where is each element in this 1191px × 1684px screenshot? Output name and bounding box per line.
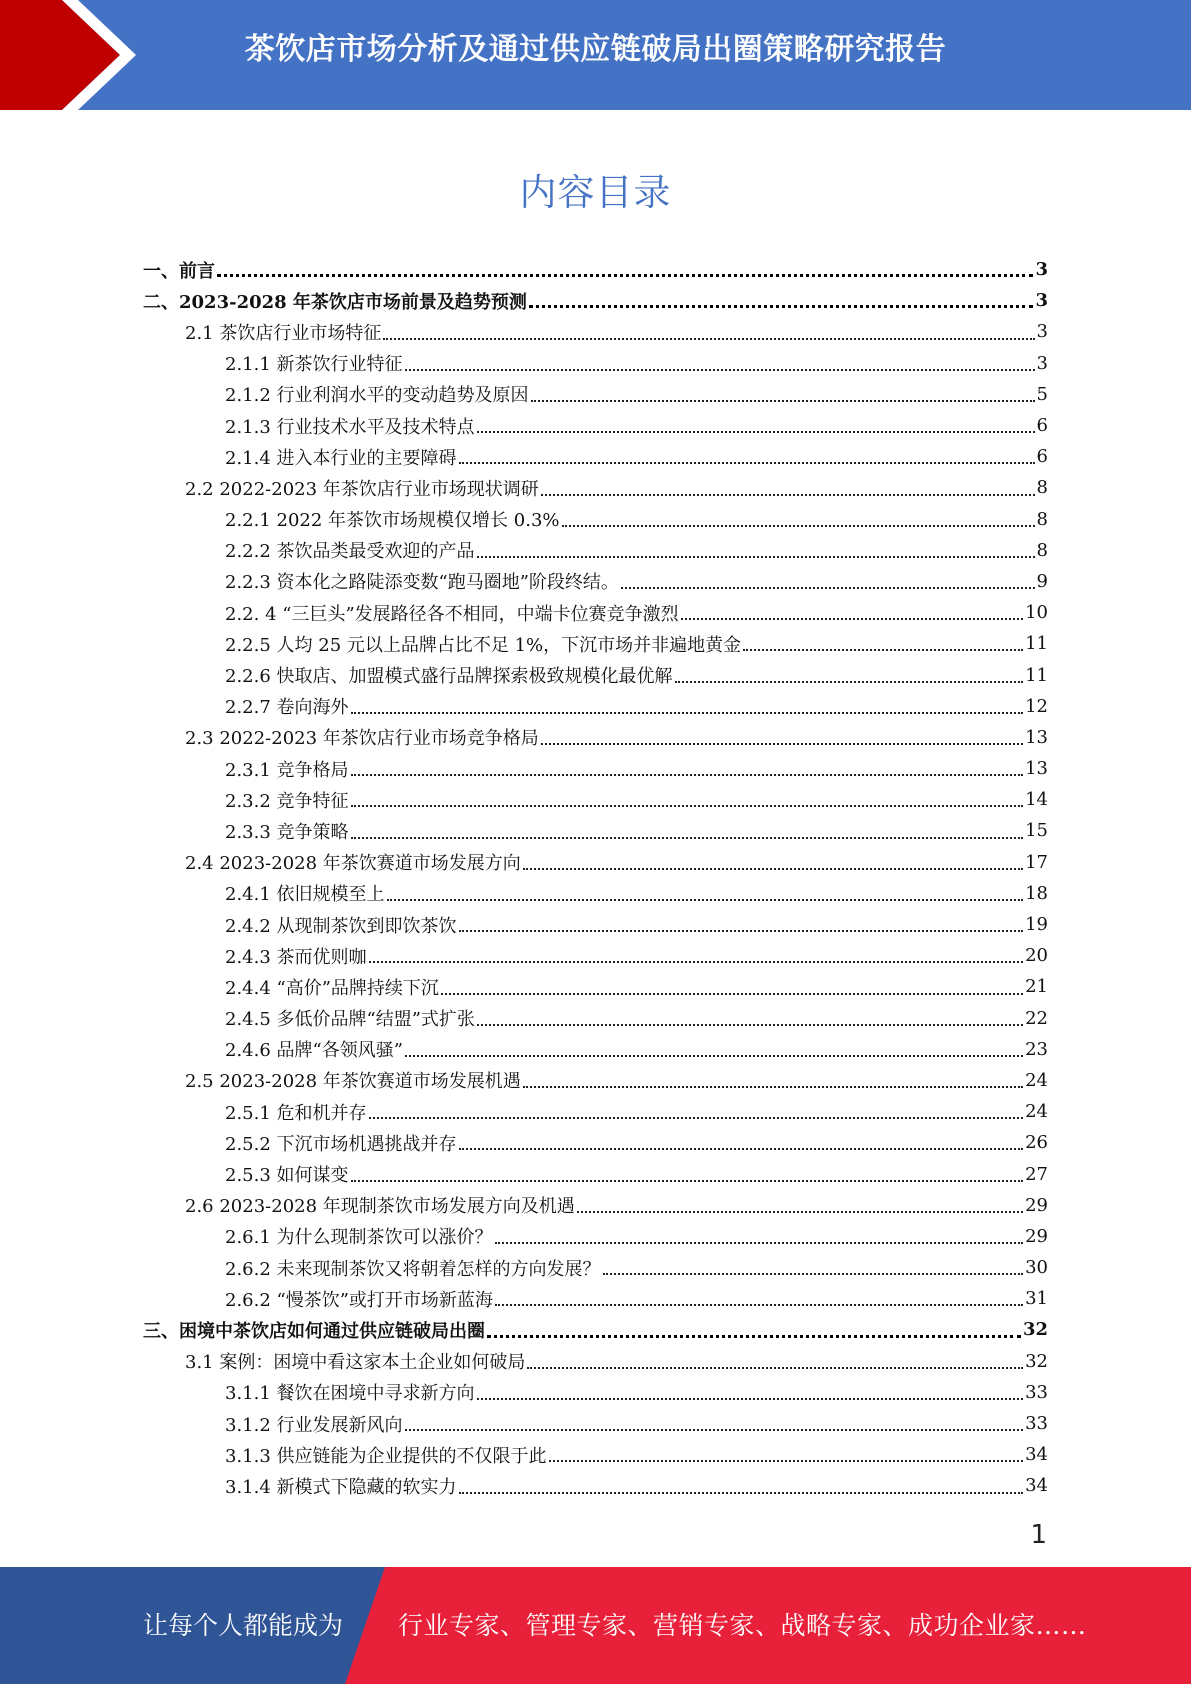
dot-leader	[477, 1023, 1023, 1026]
dot-leader	[487, 1334, 1021, 1338]
toc-entry[interactable]	[143, 597, 1048, 628]
table-of-contents	[143, 254, 1048, 1502]
toc-entry-page: 8	[1036, 477, 1048, 499]
toc-entry-page: 11	[1025, 664, 1048, 686]
toc-entry[interactable]	[143, 1408, 1048, 1439]
toc-entry[interactable]	[143, 1283, 1048, 1314]
toc-entry[interactable]	[143, 348, 1048, 379]
toc-entry-page: 8	[1036, 539, 1048, 561]
dot-leader	[523, 1085, 1023, 1088]
toc-entry-title: 2.2 2022-2023 年茶饮店行业市场现状调研	[185, 478, 539, 500]
toc-entry-page: 8	[1036, 508, 1048, 530]
toc-entry-page: 21	[1025, 976, 1048, 998]
dot-leader	[531, 399, 1035, 402]
dot-leader	[459, 929, 1024, 932]
toc-entry-title: 2.5.3 如何谋变	[225, 1165, 349, 1187]
dot-leader	[405, 368, 1035, 371]
toc-entry-page: 9	[1036, 570, 1048, 592]
toc-entry[interactable]	[143, 254, 1048, 285]
toc-entry[interactable]	[143, 316, 1048, 347]
toc-entry-title: 2.4.5 多低价品牌“结盟”式扩张	[225, 1009, 475, 1031]
toc-entry[interactable]	[143, 784, 1048, 815]
dot-leader	[369, 1116, 1024, 1119]
toc-entry[interactable]	[143, 1439, 1048, 1470]
toc-entry[interactable]	[143, 691, 1048, 722]
toc-entry-page: 33	[1025, 1413, 1048, 1435]
toc-entry-page: 26	[1025, 1132, 1048, 1154]
toc-entry-page: 3	[1035, 259, 1048, 281]
dot-leader	[441, 992, 1023, 995]
toc-entry-page: 33	[1025, 1381, 1048, 1403]
toc-entry-page: 17	[1025, 851, 1048, 873]
toc-entry-title: 2.3.3 竞争策略	[225, 821, 349, 843]
toc-entry-page: 6	[1036, 446, 1048, 468]
toc-entry[interactable]	[143, 1470, 1048, 1501]
toc-entry-title: 3.1 案例：困境中看这家本土企业如何破局	[185, 1352, 526, 1374]
toc-entry[interactable]	[143, 1190, 1048, 1221]
chevron-arrow-icon	[0, 0, 150, 110]
toc-entry-page: 30	[1025, 1257, 1048, 1279]
toc-entry[interactable]	[143, 971, 1048, 1002]
toc-entry-title: 2.6 2023-2028 年现制茶饮市场发展方向及机遇	[185, 1196, 575, 1218]
dot-leader	[603, 1272, 1024, 1275]
dot-leader	[351, 773, 1024, 776]
dot-leader	[743, 648, 1023, 651]
toc-entry-title: 3.1.3 供应链能为企业提供的不仅限于此	[225, 1445, 547, 1467]
toc-entry-title: 2.2. 4 “三巨头”发展路径各不相同，中端卡位赛竞争激烈	[225, 603, 679, 625]
toc-heading: 内容目录	[519, 171, 672, 214]
toc-entry-title: 2.5 2023-2028 年茶饮赛道市场发展机遇	[185, 1071, 521, 1093]
toc-entry[interactable]	[143, 535, 1048, 566]
toc-entry-page: 13	[1025, 726, 1048, 748]
toc-entry[interactable]	[143, 504, 1048, 535]
toc-entry-page: 32	[1025, 1350, 1048, 1372]
toc-entry[interactable]	[143, 1158, 1048, 1189]
toc-entry-title: 2.4.3 茶而优则咖	[225, 946, 367, 968]
toc-entry-page: 20	[1025, 945, 1048, 967]
toc-entry[interactable]	[143, 566, 1048, 597]
toc-entry-title: 2.6.2 “慢茶饮”或打开市场新蓝海	[225, 1289, 493, 1311]
toc-entry[interactable]	[143, 909, 1048, 940]
toc-entry-title: 2.5.1 危和机并存	[225, 1102, 367, 1124]
toc-entry-title: 2.5.2 下沉市场机遇挑战并存	[225, 1133, 457, 1155]
toc-entry[interactable]	[143, 1003, 1048, 1034]
dot-leader	[477, 430, 1035, 433]
toc-entry-page: 29	[1025, 1194, 1048, 1216]
dot-leader	[351, 1179, 1024, 1182]
toc-entry-page: 32	[1022, 1319, 1048, 1341]
toc-entry[interactable]	[143, 1096, 1048, 1127]
toc-entry[interactable]	[143, 410, 1048, 441]
toc-entry-page: 3	[1036, 352, 1048, 374]
toc-entry[interactable]	[143, 1034, 1048, 1065]
dot-leader	[577, 1210, 1023, 1213]
toc-entry-title: 2.1.3 行业技术水平及技术特点	[225, 416, 475, 438]
toc-entry[interactable]	[143, 659, 1048, 690]
toc-entry-title: 3.1.2 行业发展新风向	[225, 1414, 403, 1436]
dot-leader	[541, 742, 1023, 745]
toc-entry-page: 29	[1025, 1225, 1048, 1247]
toc-entry-page: 22	[1025, 1007, 1048, 1029]
toc-entry[interactable]	[143, 1065, 1048, 1096]
toc-entry[interactable]	[143, 878, 1048, 909]
toc-entry[interactable]	[143, 1377, 1048, 1408]
toc-entry-page: 24	[1025, 1101, 1048, 1123]
toc-entry-title: 2.2.3 资本化之路陡添变数“跑马圈地”阶段终结。	[225, 572, 619, 594]
dot-leader	[681, 617, 1023, 620]
dot-leader	[351, 836, 1024, 839]
toc-entry-title: 三、困境中茶饮店如何通过供应链破局出圈	[143, 1320, 485, 1342]
toc-entry[interactable]	[143, 285, 1048, 316]
dot-leader	[529, 304, 1034, 308]
dot-leader	[477, 1397, 1024, 1400]
toc-entry-title: 2.6.2 未来现制茶饮又将朝着怎样的方向发展？	[225, 1258, 601, 1280]
page-number: 1	[1030, 1520, 1047, 1550]
toc-entry-title: 2.2.2 茶饮品类最受欢迎的产品	[225, 541, 475, 563]
dot-leader	[405, 1054, 1023, 1057]
dot-leader	[351, 711, 1024, 714]
toc-entry-title: 2.1.4 进入本行业的主要障碍	[225, 447, 457, 469]
footer-slogan-left: 让每个人都能成为	[143, 1611, 344, 1640]
toc-entry-page: 24	[1025, 1069, 1048, 1091]
dot-leader	[527, 1366, 1023, 1369]
toc-entry-page: 14	[1025, 789, 1048, 811]
toc-entry-title: 2.2.5 人均 25 元以上品牌占比不足 1%，下沉市场并非遍地黄金	[225, 634, 742, 656]
report-title: 茶饮店市场分析及通过供应链破局出圈策略研究报告	[244, 32, 947, 67]
dot-leader	[675, 680, 1024, 683]
toc-entry-title: 3.1.1 餐饮在困境中寻求新方向	[225, 1383, 475, 1405]
report-footer	[0, 1567, 1191, 1684]
dot-leader	[495, 1303, 1023, 1306]
toc-entry-page: 34	[1025, 1444, 1048, 1466]
toc-entry-title: 2.4.6 品牌“各领风骚”	[225, 1040, 403, 1062]
dot-leader	[495, 1241, 1024, 1244]
toc-entry-page: 23	[1025, 1038, 1048, 1060]
toc-entry-title: 2.1.2 行业利润水平的变动趋势及原因	[225, 385, 529, 407]
toc-entry-title: 2.4.2 从现制茶饮到即饮茶饮	[225, 915, 457, 937]
toc-entry-title: 2.2.6 快取店、加盟模式盛行品牌探索极致规模化最优解	[225, 666, 673, 688]
toc-entry-title: 2.2.7 卷向海外	[225, 697, 349, 719]
toc-entry-title: 2.4.1 依旧规模至上	[225, 884, 385, 906]
dot-leader	[459, 1147, 1024, 1150]
toc-entry-page: 34	[1025, 1475, 1048, 1497]
toc-entry-page: 6	[1036, 415, 1048, 437]
dot-leader	[387, 898, 1024, 901]
toc-entry-title: 2.6.1 为什么现制茶饮可以涨价？	[225, 1227, 493, 1249]
toc-entry-title: 2.1 茶饮店行业市场特征	[185, 322, 382, 344]
toc-entry-page: 19	[1025, 914, 1048, 936]
toc-entry[interactable]	[143, 722, 1048, 753]
toc-entry-title: 2.4.4 “高价”品牌持续下沉	[225, 977, 439, 999]
toc-entry[interactable]	[143, 940, 1048, 971]
toc-entry-title: 2.3.1 竞争格局	[225, 759, 349, 781]
toc-entry-page: 11	[1025, 633, 1048, 655]
toc-entry-page: 3	[1036, 321, 1048, 343]
dot-leader	[562, 524, 1035, 527]
dot-leader	[405, 1428, 1024, 1431]
dot-leader	[549, 1459, 1024, 1462]
toc-entry[interactable]	[143, 379, 1048, 410]
dot-leader	[621, 586, 1035, 589]
dot-leader	[477, 555, 1035, 558]
toc-entry-page: 3	[1035, 290, 1048, 312]
toc-entry-title: 2.4 2023-2028 年茶饮赛道市场发展方向	[185, 853, 521, 875]
toc-entry-title: 2.1.1 新茶饮行业特征	[225, 354, 403, 376]
toc-entry[interactable]	[143, 1346, 1048, 1377]
toc-entry-page: 5	[1036, 383, 1048, 405]
toc-entry[interactable]	[143, 753, 1048, 784]
dot-leader	[369, 960, 1024, 963]
dot-leader	[523, 867, 1023, 870]
dot-leader	[217, 273, 1033, 277]
toc-entry-title: 2.2.1 2022 年茶饮市场规模仅增长 0.3%	[225, 510, 560, 532]
toc-entry[interactable]	[143, 1252, 1048, 1283]
dot-leader	[459, 461, 1035, 464]
toc-entry-title: 一、前言	[143, 260, 215, 282]
toc-entry-page: 12	[1025, 695, 1048, 717]
footer-slogan-right: 行业专家、管理专家、营销专家、战略专家、成功企业家……	[398, 1611, 1087, 1640]
dot-leader	[541, 493, 1035, 496]
toc-entry[interactable]	[143, 472, 1048, 503]
toc-entry[interactable]	[143, 1221, 1048, 1252]
toc-entry-page: 13	[1025, 758, 1048, 780]
toc-entry-page: 15	[1025, 820, 1048, 842]
toc-entry-page: 31	[1025, 1288, 1048, 1310]
toc-entry-title: 2.3 2022-2023 年茶饮店行业市场竞争格局	[185, 728, 539, 750]
toc-entry-title: 二、2023-2028 年茶饮店市场前景及趋势预测	[143, 291, 527, 313]
toc-entry-title: 3.1.4 新模式下隐藏的软实力	[225, 1476, 457, 1498]
toc-entry[interactable]	[143, 1314, 1048, 1345]
toc-entry[interactable]	[143, 847, 1048, 878]
dot-leader	[351, 804, 1024, 807]
toc-entry-page: 10	[1025, 602, 1048, 624]
toc-entry[interactable]	[143, 441, 1048, 472]
toc-entry[interactable]	[143, 815, 1048, 846]
toc-entry[interactable]	[143, 1127, 1048, 1158]
toc-entry-page: 18	[1025, 882, 1048, 904]
toc-entry[interactable]	[143, 628, 1048, 659]
toc-entry-title: 2.3.2 竞争特征	[225, 790, 349, 812]
toc-entry-page: 27	[1025, 1163, 1048, 1185]
dot-leader	[383, 337, 1034, 340]
dot-leader	[459, 1491, 1024, 1494]
report-header	[0, 0, 1191, 110]
